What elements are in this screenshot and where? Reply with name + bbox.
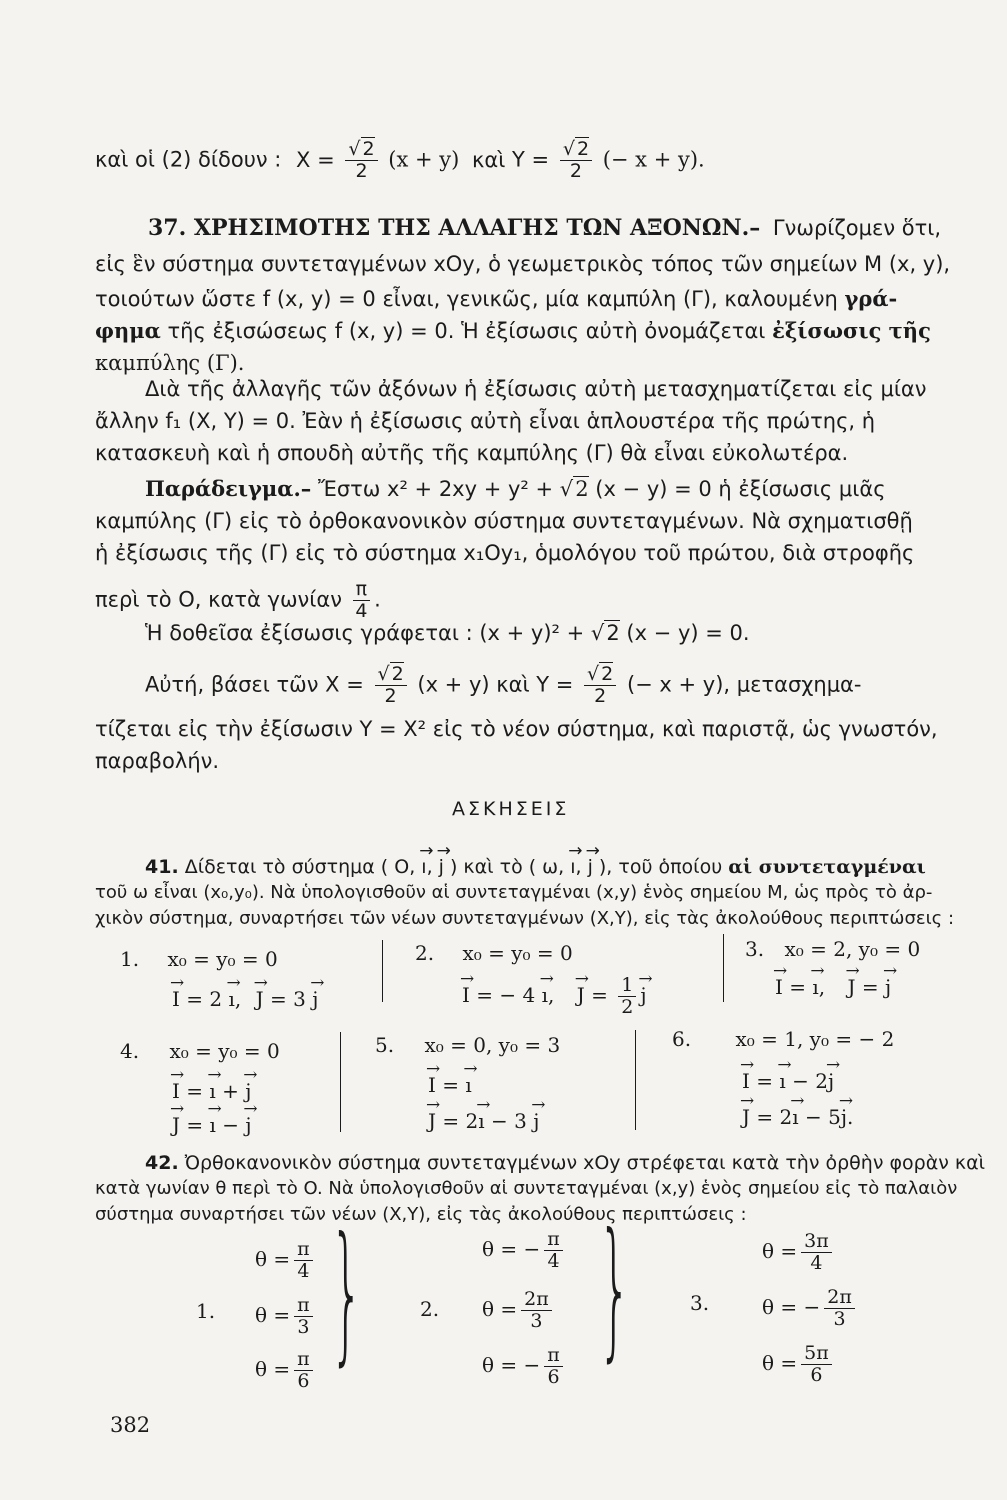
ex42-text: σύστημα συναρτήσει τῶν νέων (X,Y), εἰς τὰς ἀκολούθους περιπτώσεις :: [95, 1204, 747, 1225]
page-number: 382: [110, 1413, 151, 1437]
example-text: (x − y) = 0.: [626, 621, 750, 645]
ex41-case-2: 2. x₀ = y₀ = 0: [415, 941, 573, 965]
formula-y-lhs: Y =: [512, 147, 550, 172]
fraction-sqrt2-over-2: $\frac{√ 2}{2}$: [345, 140, 377, 181]
fraction-sqrt2-over-2: $\frac{√ 2}{2}$: [584, 665, 616, 706]
ex42-theta: θ = − $\frac{2\pi}{3}$: [762, 1288, 859, 1329]
formula-y-rhs: (− x + y).: [602, 147, 705, 172]
example-text: τίζεται εἰς τὴν ἐξίσωσιν Y = X² εἰς τὸ νέον σύστημα, καὶ παριστᾷ, ὡς γνωστόν,: [95, 717, 938, 741]
ex41-case-4-I: → I = → ı + → j: [172, 1074, 251, 1104]
example-text: (x − y) = 0 ἡ ἐξίσωσις μιᾶς: [595, 477, 886, 501]
ex41-case-4-J: → J = → ı − → j: [172, 1108, 252, 1138]
fraction-1-over-2: $\frac{1}{2}$: [618, 976, 636, 1017]
ex41-text-bold: αἱ συντεταγμέναι: [728, 856, 926, 878]
ex42-group-number: 1.: [196, 1299, 216, 1323]
formula-intro: καὶ οἱ (2) δίδουν :: [95, 147, 282, 172]
term-bold-continued: καμπύλης (Γ).: [95, 351, 245, 375]
term-bold: ἐξίσωσις τῆς: [772, 318, 931, 343]
paragraph-line: [95, 286, 897, 312]
ex41-case-5-J: → J = 2→ ı − 3 → j: [428, 1104, 539, 1134]
ex42-theta: θ = − $\frac{\pi}{6}$: [482, 1346, 567, 1387]
ex41-case-6-J: → J = 2→ ı − 5→ j.: [742, 1100, 853, 1130]
fraction-sqrt2-over-2: $\frac{√ 2}{2}$: [560, 140, 592, 181]
example-text: Ἔστω x² + 2xy + y² +: [317, 477, 554, 501]
exercise-number: 42.: [145, 1152, 179, 1174]
right-brace-icon: }: [330, 1206, 364, 1380]
ex42-text: κατὰ γωνίαν θ περὶ τὸ O. Νὰ ὑπολογισθοῦν αἱ συντεταγμέναι (x,y) ἑνὸς σημείου εἰς τὸ παλαιὸν: [95, 1178, 958, 1199]
ex41-text: χικὸν σύστημα, συναρτήσει τῶν νέων συντεταγμένων (X,Y), εἰς τὰς ἀκολούθους περιπτώσεις :: [95, 908, 955, 929]
formula-x-lhs: X =: [296, 147, 335, 172]
example-label: Παράδειγμα.–: [145, 476, 312, 501]
case-divider: [340, 1032, 341, 1132]
paragraph-text: εἰς ἓν σύστημα συντεταγμένων xOy, ὁ γεωμετρικὸς τόπος τῶν σημείων M (x, y),: [95, 252, 951, 276]
ex42-theta: θ = $\frac{5\pi}{6}$: [762, 1344, 836, 1385]
right-brace-icon: }: [598, 1202, 632, 1376]
ex42-text: Ὀρθοκανονικὸν σύστημα συντεταγμένων xOy στρέφεται κατὰ τὴν ὀρθὴν φορὰν καὶ: [184, 1152, 986, 1174]
ex42-theta: θ = $\frac{3\pi}{4}$: [762, 1232, 836, 1273]
vector-j: → j: [588, 850, 593, 880]
ex41-case-3-vectors: → I = → ı, → J = → j: [775, 970, 891, 1000]
example-line-6: [145, 665, 861, 706]
example-text: (− x + y), μετασχημα-: [626, 672, 862, 697]
example-text: Αὐτή, βάσει τῶν X =: [145, 672, 364, 697]
ex42-theta: θ = $\frac{\pi}{6}$: [255, 1350, 317, 1391]
ex41-text: ), τοῦ ὁποίου: [598, 856, 723, 878]
paragraph-text: ἄλλην f₁ (X, Y) = 0. Ἐὰν ἡ ἐξίσωσις αὐτὴ εἶναι ἁπλουστέρα τῆς πρώτης, ἡ: [95, 409, 876, 433]
case-divider: [382, 940, 383, 1002]
vector-i: → ı: [421, 850, 426, 880]
ex41-text: Δίδεται τὸ σύστημα ( O,: [184, 856, 416, 878]
example-line-4: περὶ τὸ O, κατὰ γωνίαν $\frac{\pi}{4}$ .: [95, 578, 381, 622]
ex41-case-5: 5. x₀ = 0, y₀ = 3: [375, 1033, 561, 1057]
top-formula: [95, 140, 705, 181]
case-divider: [635, 1030, 636, 1130]
example-text: παραβολήν.: [95, 749, 220, 773]
ex41-case-5-I: → I = → ı: [428, 1068, 472, 1098]
ex42-line-1: [145, 1150, 985, 1176]
example-text: καμπύλης (Γ) εἰς τὸ ὀρθοκανονικὸν σύστημα συντεταγμένων. Νὰ σχηματισθῇ: [95, 509, 913, 533]
section-heading: 37. ΧΡΗΣΙΜΟΤΗΣ ΤΗΣ ΑΛΛΑΓΗΣ ΤΩΝ ΑΞΟΝΩΝ.–: [148, 215, 761, 241]
example-line-5: Ἡ δοθεῖσα ἐξίσωσις γράφεται : (x + y)² + √2 (x − y) = 0.: [145, 621, 750, 645]
ex42-theta: θ = − $\frac{\pi}{4}$: [482, 1230, 567, 1271]
ex42-theta: θ = $\frac{\pi}{3}$: [255, 1296, 317, 1337]
ex41-case-6: 6. x₀ = 1, y₀ = − 2: [672, 1027, 895, 1051]
example-text: (x + y) καὶ Y =: [417, 672, 574, 697]
ex41-case-1-vectors: → I = 2 → ı, → J = 3 → j: [172, 982, 318, 1012]
term-bold: φημα: [95, 318, 161, 343]
paragraph-line: [95, 318, 931, 344]
example-text: ἡ ἐξίσωσις τῆς (Γ) εἰς τὸ σύστημα x₁Oy₁, ὁμολόγου τοῦ πρώτου, διὰ στροφῆς: [95, 541, 915, 565]
exercises-heading: ΑΣΚΗΣΕΙΣ: [452, 798, 570, 820]
paragraph-text: τοιούτων ὥστε f (x, y) = 0 εἶναι, γενικῶς, μία καμπύλη (Γ), καλουμένη: [95, 287, 838, 311]
fraction-sqrt2-over-2: $\frac{√ 2}{2}$: [375, 665, 407, 706]
paragraph-text: τῆς ἐξισώσεως f (x, y) = 0. Ἡ ἐξίσωσις αὐτὴ ὀνομάζεται: [167, 319, 766, 343]
ex41-text: τοῦ ω εἶναι (x₀,y₀). Νὰ ὑπολογισθοῦν αἱ συντεταγμέναι (x,y) ἑνὸς σημείου M, ὡς πρὸς τὸ ἀρ-: [95, 882, 933, 903]
ex41-text: ) καὶ τὸ ( ω,: [449, 856, 565, 878]
vector-i: → ı: [570, 850, 575, 880]
vector-j: → j: [439, 850, 444, 880]
ex41-line-1: 41. Δίδεται τὸ σύστημα ( O, → ı, → j ) καὶ τὸ ( ω, → ı, → j ), τοῦ ὁποίου αἱ συντεταγμέναι: [145, 850, 926, 880]
formula-x-rhs: (x + y): [388, 147, 460, 172]
paragraph-text: Γνωρίζομεν ὅτι,: [772, 216, 942, 240]
term-bold: γρά-: [844, 286, 898, 311]
example-text: περὶ τὸ O, κατὰ γωνίαν: [95, 587, 342, 612]
case-divider: [723, 934, 724, 1002]
ex42-theta: θ = $\frac{2\pi}{3}$: [482, 1290, 556, 1331]
paragraph-text: κατασκευὴ καὶ ἡ σπουδὴ αὐτῆς τῆς καμπύλης (Γ) θὰ εἶναι εὐκολωτέρα.: [95, 441, 849, 465]
ex41-case-1: 1. x₀ = y₀ = 0: [120, 947, 278, 971]
ex41-case-2-vectors: → I = − 4 → ı, → J = $\frac{1}{2}$ → j: [462, 976, 647, 1017]
ex41-case-6-I: → I = → ı − 2→ j: [742, 1064, 834, 1094]
ex41-case-3: 3. x₀ = 2, y₀ = 0: [745, 937, 921, 961]
exercise-number: 41.: [145, 856, 179, 878]
example-text: Ἡ δοθεῖσα ἐξίσωσις γράφεται : (x + y)² +: [145, 621, 585, 645]
ex42-group-number: 2.: [420, 1297, 440, 1321]
formula-kai: καὶ: [472, 147, 506, 172]
ex41-case-4: 4. x₀ = y₀ = 0: [120, 1039, 280, 1063]
section-37-heading-line: [148, 215, 941, 241]
example-line-1: Παράδειγμα.– Ἔστω x² + 2xy + y² + √2 (x − y) = 0 ἡ ἐξίσωσις μιᾶς: [145, 476, 886, 501]
ex42-group-number: 3.: [690, 1291, 710, 1315]
ex42-theta: θ = $\frac{\pi}{4}$: [255, 1240, 317, 1281]
fraction-pi-over-4: $\frac{\pi}{4}$: [353, 580, 370, 621]
paragraph-text: Διὰ τῆς ἀλλαγῆς τῶν ἀξόνων ἡ ἐξίσωσις αὐτὴ μετασχηματίζεται εἰς μίαν: [145, 377, 927, 401]
